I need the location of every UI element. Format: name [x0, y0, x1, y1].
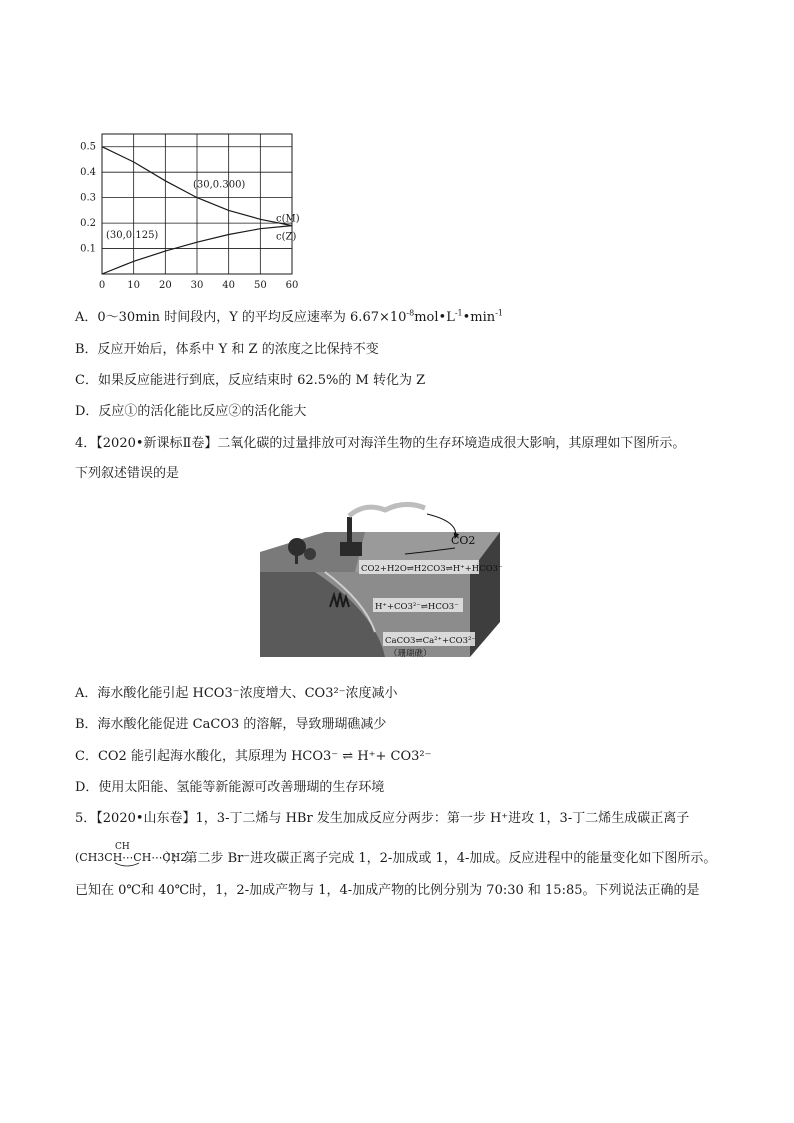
- q5-line2: ）；第二步 Br⁻进攻碳正离子完成 1，2-加成或 1，4-加成。反应进程中的能量变化如下图所示。: [165, 851, 717, 866]
- diagram-eq1: CO2+H2O⇌H2CO3⇌H⁺+HCO3⁻: [361, 564, 503, 574]
- q3-option-b: B．反应开始后，体系中 Y 和 Z 的浓度之比保持不变: [75, 342, 379, 357]
- q3-option-a-exp3: -1: [495, 308, 503, 318]
- q3-option-a-unit2: •min: [462, 310, 496, 325]
- chart-grid: [102, 134, 292, 274]
- diagram-eq3: CaCO3⇌Ca²⁺+CO3²⁻: [385, 636, 476, 646]
- annotation-z: (30,0.125): [106, 230, 159, 242]
- q4-option-b: B．海水酸化能促进 CaCO3 的溶解，导致珊瑚礁减少: [75, 717, 387, 732]
- q4-option-c: C．CO2 能引起海水酸化，其原理为 HCO3⁻ ⇌ H⁺+ CO3²⁻: [75, 749, 432, 764]
- x-tick-label: 50: [253, 280, 267, 291]
- x-tick-label: 60: [285, 280, 299, 291]
- y-tick-label: 0.5: [80, 141, 96, 153]
- q5-formula-text: (CH3CH⋯CH⋯CH2: [75, 851, 188, 864]
- q4-option-d: D．使用太阳能、氢能等新能源可改善珊瑚的生存环境: [75, 780, 385, 795]
- x-tick-label: 20: [158, 280, 172, 291]
- y-tick-label: 0.2: [80, 218, 96, 230]
- diagram-coral-label: （珊瑚礁）: [389, 649, 432, 659]
- q4-source: 【2020•新课标Ⅱ卷】: [96, 436, 218, 451]
- q4-number: 4．: [75, 436, 97, 451]
- x-tick-label: 30: [190, 280, 204, 291]
- q5-line1: 5．【2020•山东卷】1，3-丁二烯与 HBr 发生加成反应分两步：第一步 H⁺进攻 1，3-丁二烯生成碳正离子: [75, 811, 690, 826]
- q3-option-a: [75, 310, 503, 326]
- chart-labels: [106, 180, 300, 243]
- q3-option-c: C．如果反应能进行到底，反应结束时 62.5%的 M 转化为 Z: [75, 373, 426, 388]
- y-tick-label: 0.1: [80, 243, 96, 255]
- q3-option-a-exp2: -1: [454, 308, 463, 318]
- chart-ticks: [80, 142, 298, 291]
- smoke: [349, 504, 425, 516]
- q5-line3: 已知在 0℃和 40℃时，1，2-加成产物与 1，4-加成产物的比例分别为 70:30 和 15:85。下列说法正确的是: [75, 883, 700, 898]
- x-tick-label: 10: [127, 280, 141, 291]
- q5-formula-ch: CH: [115, 842, 130, 852]
- q4-option-a: A．海水酸化能引起 HCO3⁻浓度增大、CO3²⁻浓度减小: [75, 686, 398, 701]
- y-tick-label: 0.3: [80, 192, 96, 204]
- series-label: c(Z): [276, 231, 297, 243]
- x-tick-label: 40: [222, 280, 236, 291]
- annotation-m: (30,0.300): [193, 179, 246, 191]
- diagram-co2-label: CO2: [451, 534, 476, 547]
- q3-option-a-unit1: mol•L: [414, 310, 455, 325]
- x-tick-label: 0: [98, 280, 106, 291]
- q3-option-a-exp1: -8: [406, 308, 415, 318]
- q4-stem-line1: [75, 436, 685, 452]
- y-tick-label: 0.4: [80, 167, 96, 179]
- q3-option-a-text: A．0～30min 时间段内，Y 的平均反应速率为 6.67×10: [75, 310, 407, 325]
- q4-stem-line2: 下列叙述错误的是: [75, 466, 180, 481]
- q5-carbocation-formula: [75, 839, 188, 869]
- series-label: c(M): [276, 213, 300, 225]
- q4-stem: 二氧化碳的过量排放可对海洋生物的生存环境造成很大影响，其原理如下图所示。: [217, 436, 686, 451]
- diagram-eq2: H⁺+CO3²⁻⇌HCO3⁻: [375, 602, 459, 612]
- factory-icon: [340, 542, 362, 556]
- concentration-time-chart: [70, 122, 310, 302]
- ocean-acidification-diagram: [255, 492, 503, 667]
- q3-option-d: D．反应①的活化能比反应②的活化能大: [75, 404, 307, 419]
